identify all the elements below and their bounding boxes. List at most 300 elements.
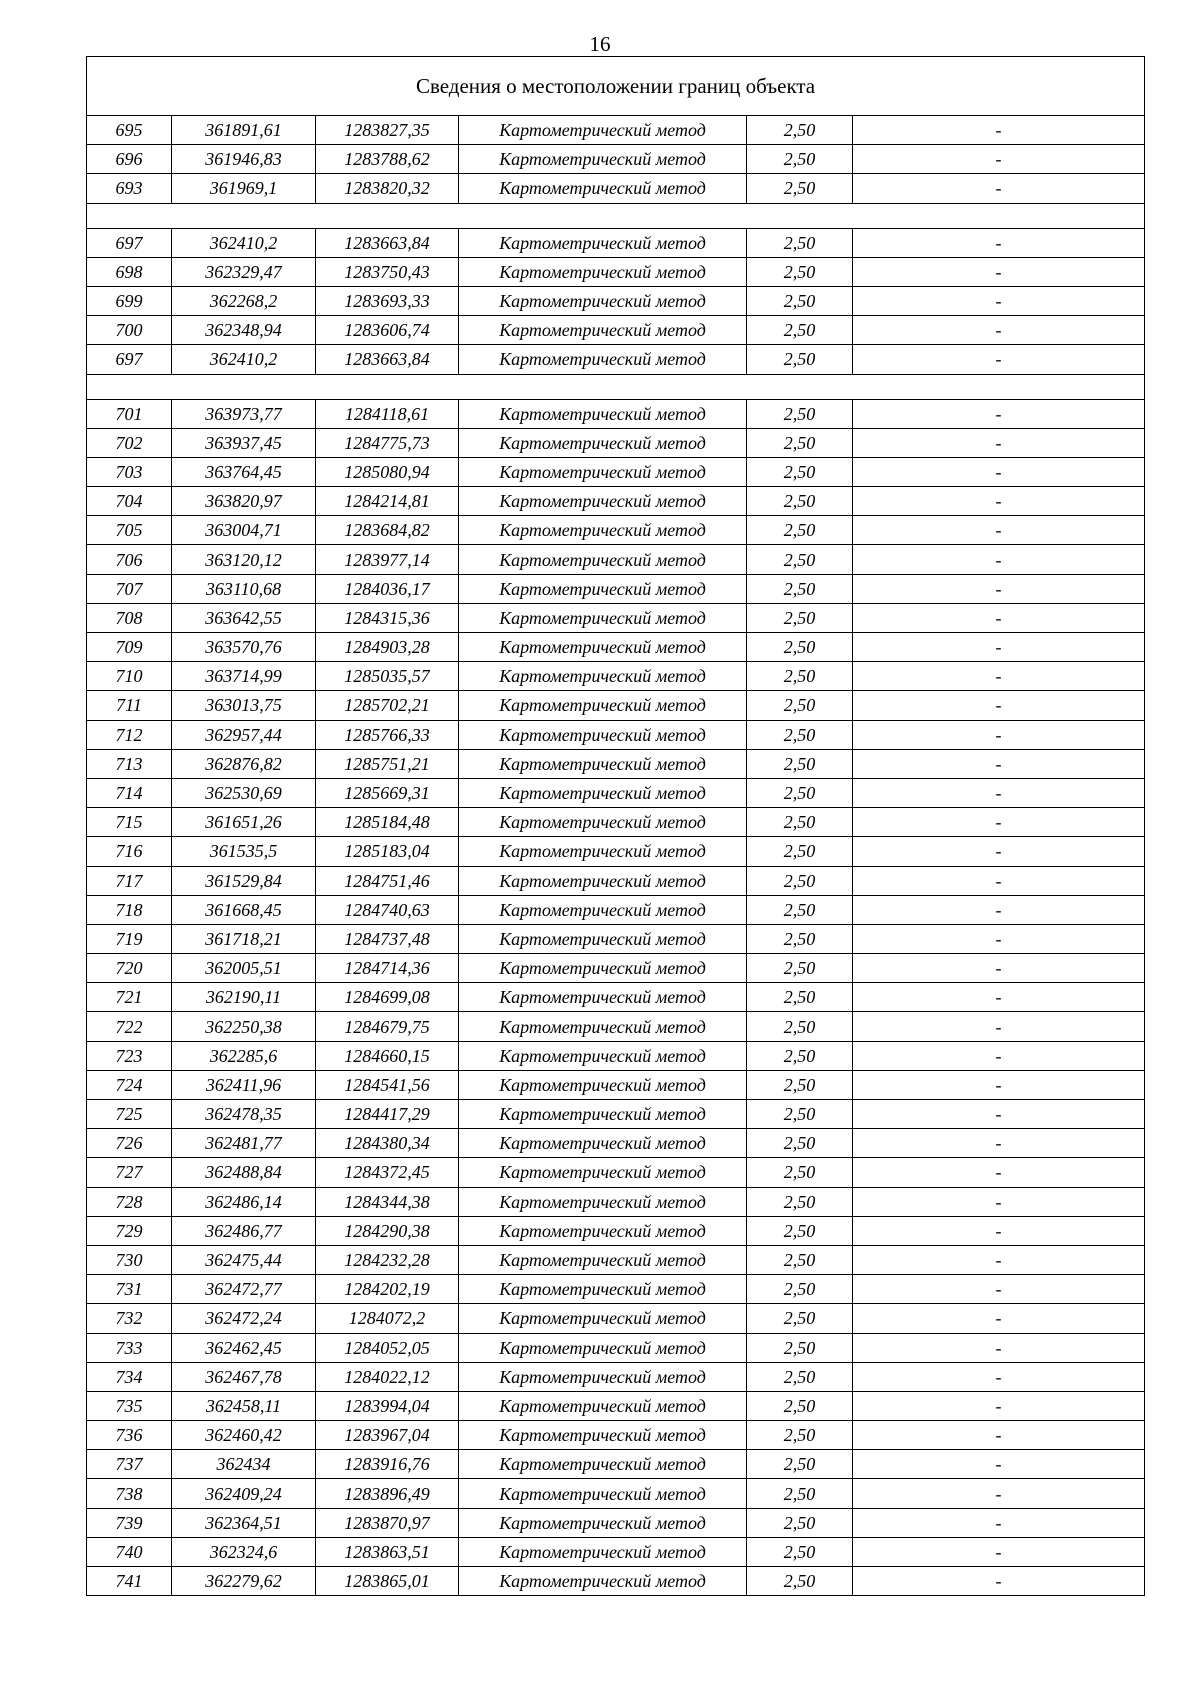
table-row bbox=[87, 1537, 1145, 1566]
description-cell: - bbox=[853, 574, 1145, 603]
x-coordinate-cell: 362279,62 bbox=[172, 1567, 316, 1596]
precision-cell: 2,50 bbox=[747, 1537, 853, 1566]
table-row bbox=[87, 1421, 1145, 1450]
point-number-cell: 703 bbox=[87, 457, 172, 486]
precision-cell: 2,50 bbox=[747, 1333, 853, 1362]
point-number-cell: 727 bbox=[87, 1158, 172, 1187]
y-coordinate-cell: 1284417,29 bbox=[316, 1100, 459, 1129]
table-row bbox=[87, 399, 1145, 428]
point-number-cell: 723 bbox=[87, 1041, 172, 1070]
precision-cell: 2,50 bbox=[747, 487, 853, 516]
x-coordinate-cell: 362250,38 bbox=[172, 1012, 316, 1041]
point-number-cell: 701 bbox=[87, 399, 172, 428]
precision-cell: 2,50 bbox=[747, 145, 853, 174]
y-coordinate-cell: 1283870,97 bbox=[316, 1508, 459, 1537]
table-row bbox=[87, 457, 1145, 486]
table-row bbox=[87, 808, 1145, 837]
precision-cell: 2,50 bbox=[747, 1129, 853, 1158]
description-cell: - bbox=[853, 1333, 1145, 1362]
point-number-cell: 736 bbox=[87, 1421, 172, 1450]
description-cell: - bbox=[853, 1187, 1145, 1216]
y-coordinate-cell: 1284541,56 bbox=[316, 1070, 459, 1099]
precision-cell: 2,50 bbox=[747, 116, 853, 145]
y-coordinate-cell: 1284118,61 bbox=[316, 399, 459, 428]
method-cell: Картометрический метод bbox=[459, 720, 747, 749]
precision-cell: 2,50 bbox=[747, 1508, 853, 1537]
y-coordinate-cell: 1284660,15 bbox=[316, 1041, 459, 1070]
method-cell: Картометрический метод bbox=[459, 516, 747, 545]
point-number-cell: 719 bbox=[87, 924, 172, 953]
description-cell: - bbox=[853, 837, 1145, 866]
table-row bbox=[87, 1391, 1145, 1420]
description-cell: - bbox=[853, 1391, 1145, 1420]
method-cell: Картометрический метод bbox=[459, 286, 747, 315]
method-cell: Картометрический метод bbox=[459, 924, 747, 953]
table-row bbox=[87, 316, 1145, 345]
description-cell: - bbox=[853, 1508, 1145, 1537]
method-cell: Картометрический метод bbox=[459, 1245, 747, 1274]
table-row bbox=[87, 633, 1145, 662]
description-cell: - bbox=[853, 174, 1145, 203]
table-row bbox=[87, 116, 1145, 145]
precision-cell: 2,50 bbox=[747, 662, 853, 691]
x-coordinate-cell: 362364,51 bbox=[172, 1508, 316, 1537]
description-cell: - bbox=[853, 545, 1145, 574]
table-row bbox=[87, 1100, 1145, 1129]
description-cell: - bbox=[853, 954, 1145, 983]
point-number-cell: 722 bbox=[87, 1012, 172, 1041]
point-number-cell: 721 bbox=[87, 983, 172, 1012]
point-number-cell: 740 bbox=[87, 1537, 172, 1566]
table-row bbox=[87, 1187, 1145, 1216]
description-cell: - bbox=[853, 1479, 1145, 1508]
method-cell: Картометрический метод bbox=[459, 1158, 747, 1187]
x-coordinate-cell: 362486,14 bbox=[172, 1187, 316, 1216]
y-coordinate-cell: 1284315,36 bbox=[316, 603, 459, 632]
method-cell: Картометрический метод bbox=[459, 954, 747, 983]
table-row bbox=[87, 895, 1145, 924]
method-cell: Картометрический метод bbox=[459, 487, 747, 516]
y-coordinate-cell: 1284022,12 bbox=[316, 1362, 459, 1391]
table-row bbox=[87, 345, 1145, 374]
table-row bbox=[87, 924, 1145, 953]
table-row bbox=[87, 1362, 1145, 1391]
method-cell: Картометрический метод bbox=[459, 457, 747, 486]
description-cell: - bbox=[853, 1245, 1145, 1274]
method-cell: Картометрический метод bbox=[459, 1479, 747, 1508]
y-coordinate-cell: 1284740,63 bbox=[316, 895, 459, 924]
x-coordinate-cell: 362434 bbox=[172, 1450, 316, 1479]
table-row bbox=[87, 837, 1145, 866]
point-number-cell: 731 bbox=[87, 1275, 172, 1304]
table-row bbox=[87, 487, 1145, 516]
x-coordinate-cell: 362957,44 bbox=[172, 720, 316, 749]
method-cell: Картометрический метод bbox=[459, 1508, 747, 1537]
precision-cell: 2,50 bbox=[747, 1362, 853, 1391]
y-coordinate-cell: 1284072,2 bbox=[316, 1304, 459, 1333]
y-coordinate-cell: 1285669,31 bbox=[316, 778, 459, 807]
method-cell: Картометрический метод bbox=[459, 1216, 747, 1245]
point-number-cell: 699 bbox=[87, 286, 172, 315]
x-coordinate-cell: 362462,45 bbox=[172, 1333, 316, 1362]
x-coordinate-cell: 362530,69 bbox=[172, 778, 316, 807]
method-cell: Картометрический метод bbox=[459, 174, 747, 203]
description-cell: - bbox=[853, 1304, 1145, 1333]
description-cell: - bbox=[853, 778, 1145, 807]
x-coordinate-cell: 363764,45 bbox=[172, 457, 316, 486]
y-coordinate-cell: 1284699,08 bbox=[316, 983, 459, 1012]
precision-cell: 2,50 bbox=[747, 545, 853, 574]
x-coordinate-cell: 363820,97 bbox=[172, 487, 316, 516]
method-cell: Картометрический метод bbox=[459, 603, 747, 632]
y-coordinate-cell: 1284751,46 bbox=[316, 866, 459, 895]
x-coordinate-cell: 363120,12 bbox=[172, 545, 316, 574]
table-title-row bbox=[87, 57, 1145, 116]
y-coordinate-cell: 1283863,51 bbox=[316, 1537, 459, 1566]
y-coordinate-cell: 1284202,19 bbox=[316, 1275, 459, 1304]
precision-cell: 2,50 bbox=[747, 316, 853, 345]
x-coordinate-cell: 361891,61 bbox=[172, 116, 316, 145]
method-cell: Картометрический метод bbox=[459, 399, 747, 428]
group-separator-cell bbox=[87, 203, 1145, 228]
precision-cell: 2,50 bbox=[747, 1070, 853, 1099]
x-coordinate-cell: 363013,75 bbox=[172, 691, 316, 720]
point-number-cell: 735 bbox=[87, 1391, 172, 1420]
table-row bbox=[87, 749, 1145, 778]
description-cell: - bbox=[853, 1216, 1145, 1245]
precision-cell: 2,50 bbox=[747, 1187, 853, 1216]
precision-cell: 2,50 bbox=[747, 1421, 853, 1450]
y-coordinate-cell: 1284344,38 bbox=[316, 1187, 459, 1216]
description-cell: - bbox=[853, 1041, 1145, 1070]
table-row bbox=[87, 1304, 1145, 1333]
description-cell: - bbox=[853, 1070, 1145, 1099]
y-coordinate-cell: 1283750,43 bbox=[316, 257, 459, 286]
precision-cell: 2,50 bbox=[747, 749, 853, 778]
method-cell: Картометрический метод bbox=[459, 1041, 747, 1070]
precision-cell: 2,50 bbox=[747, 574, 853, 603]
point-number-cell: 693 bbox=[87, 174, 172, 203]
y-coordinate-cell: 1285080,94 bbox=[316, 457, 459, 486]
y-coordinate-cell: 1285751,21 bbox=[316, 749, 459, 778]
point-number-cell: 725 bbox=[87, 1100, 172, 1129]
method-cell: Картометрический метод bbox=[459, 1333, 747, 1362]
group-separator-row bbox=[87, 374, 1145, 399]
table-row bbox=[87, 603, 1145, 632]
y-coordinate-cell: 1284679,75 bbox=[316, 1012, 459, 1041]
method-cell: Картометрический метод bbox=[459, 428, 747, 457]
x-coordinate-cell: 362458,11 bbox=[172, 1391, 316, 1420]
point-number-cell: 724 bbox=[87, 1070, 172, 1099]
precision-cell: 2,50 bbox=[747, 1450, 853, 1479]
table-row bbox=[87, 954, 1145, 983]
table-row bbox=[87, 662, 1145, 691]
table-row bbox=[87, 778, 1145, 807]
y-coordinate-cell: 1284036,17 bbox=[316, 574, 459, 603]
description-cell: - bbox=[853, 428, 1145, 457]
x-coordinate-cell: 362409,24 bbox=[172, 1479, 316, 1508]
method-cell: Картометрический метод bbox=[459, 662, 747, 691]
precision-cell: 2,50 bbox=[747, 1158, 853, 1187]
table-row bbox=[87, 286, 1145, 315]
precision-cell: 2,50 bbox=[747, 457, 853, 486]
table-row bbox=[87, 1070, 1145, 1099]
method-cell: Картометрический метод bbox=[459, 691, 747, 720]
description-cell: - bbox=[853, 603, 1145, 632]
point-number-cell: 710 bbox=[87, 662, 172, 691]
description-cell: - bbox=[853, 720, 1145, 749]
precision-cell: 2,50 bbox=[747, 1100, 853, 1129]
y-coordinate-cell: 1284232,28 bbox=[316, 1245, 459, 1274]
method-cell: Картометрический метод bbox=[459, 1421, 747, 1450]
x-coordinate-cell: 363714,99 bbox=[172, 662, 316, 691]
description-cell: - bbox=[853, 316, 1145, 345]
y-coordinate-cell: 1283606,74 bbox=[316, 316, 459, 345]
y-coordinate-cell: 1284903,28 bbox=[316, 633, 459, 662]
x-coordinate-cell: 362478,35 bbox=[172, 1100, 316, 1129]
table-row bbox=[87, 1450, 1145, 1479]
precision-cell: 2,50 bbox=[747, 895, 853, 924]
x-coordinate-cell: 362481,77 bbox=[172, 1129, 316, 1158]
method-cell: Картометрический метод bbox=[459, 1070, 747, 1099]
method-cell: Картометрический метод bbox=[459, 116, 747, 145]
x-coordinate-cell: 362285,6 bbox=[172, 1041, 316, 1070]
x-coordinate-cell: 363937,45 bbox=[172, 428, 316, 457]
precision-cell: 2,50 bbox=[747, 837, 853, 866]
method-cell: Картометрический метод bbox=[459, 866, 747, 895]
point-number-cell: 730 bbox=[87, 1245, 172, 1274]
table-row bbox=[87, 691, 1145, 720]
method-cell: Картометрический метод bbox=[459, 808, 747, 837]
description-cell: - bbox=[853, 983, 1145, 1012]
precision-cell: 2,50 bbox=[747, 1304, 853, 1333]
precision-cell: 2,50 bbox=[747, 228, 853, 257]
y-coordinate-cell: 1284737,48 bbox=[316, 924, 459, 953]
y-coordinate-cell: 1284052,05 bbox=[316, 1333, 459, 1362]
description-cell: - bbox=[853, 145, 1145, 174]
y-coordinate-cell: 1284380,34 bbox=[316, 1129, 459, 1158]
description-cell: - bbox=[853, 345, 1145, 374]
method-cell: Картометрический метод bbox=[459, 1567, 747, 1596]
description-cell: - bbox=[853, 633, 1145, 662]
method-cell: Картометрический метод bbox=[459, 1391, 747, 1420]
table-row bbox=[87, 428, 1145, 457]
point-number-cell: 709 bbox=[87, 633, 172, 662]
point-number-cell: 712 bbox=[87, 720, 172, 749]
x-coordinate-cell: 363004,71 bbox=[172, 516, 316, 545]
point-number-cell: 695 bbox=[87, 116, 172, 145]
description-cell: - bbox=[853, 749, 1145, 778]
table-row bbox=[87, 545, 1145, 574]
x-coordinate-cell: 362467,78 bbox=[172, 1362, 316, 1391]
precision-cell: 2,50 bbox=[747, 1216, 853, 1245]
table-row bbox=[87, 1158, 1145, 1187]
table-row bbox=[87, 983, 1145, 1012]
y-coordinate-cell: 1283967,04 bbox=[316, 1421, 459, 1450]
table-row bbox=[87, 174, 1145, 203]
x-coordinate-cell: 363973,77 bbox=[172, 399, 316, 428]
precision-cell: 2,50 bbox=[747, 924, 853, 953]
description-cell: - bbox=[853, 691, 1145, 720]
method-cell: Картометрический метод bbox=[459, 983, 747, 1012]
point-number-cell: 728 bbox=[87, 1187, 172, 1216]
x-coordinate-cell: 362472,77 bbox=[172, 1275, 316, 1304]
description-cell: - bbox=[853, 1537, 1145, 1566]
x-coordinate-cell: 362486,77 bbox=[172, 1216, 316, 1245]
x-coordinate-cell: 362475,44 bbox=[172, 1245, 316, 1274]
point-number-cell: 715 bbox=[87, 808, 172, 837]
point-number-cell: 700 bbox=[87, 316, 172, 345]
point-number-cell: 711 bbox=[87, 691, 172, 720]
point-number-cell: 716 bbox=[87, 837, 172, 866]
table-row bbox=[87, 1129, 1145, 1158]
precision-cell: 2,50 bbox=[747, 1275, 853, 1304]
y-coordinate-cell: 1285183,04 bbox=[316, 837, 459, 866]
precision-cell: 2,50 bbox=[747, 603, 853, 632]
point-number-cell: 718 bbox=[87, 895, 172, 924]
point-number-cell: 707 bbox=[87, 574, 172, 603]
table-row bbox=[87, 1333, 1145, 1362]
method-cell: Картометрический метод bbox=[459, 633, 747, 662]
table-row bbox=[87, 720, 1145, 749]
x-coordinate-cell: 361529,84 bbox=[172, 866, 316, 895]
precision-cell: 2,50 bbox=[747, 1041, 853, 1070]
point-number-cell: 720 bbox=[87, 954, 172, 983]
table-row bbox=[87, 1275, 1145, 1304]
method-cell: Картометрический метод bbox=[459, 574, 747, 603]
y-coordinate-cell: 1283684,82 bbox=[316, 516, 459, 545]
table-row bbox=[87, 1245, 1145, 1274]
x-coordinate-cell: 363642,55 bbox=[172, 603, 316, 632]
point-number-cell: 732 bbox=[87, 1304, 172, 1333]
y-coordinate-cell: 1285702,21 bbox=[316, 691, 459, 720]
point-number-cell: 729 bbox=[87, 1216, 172, 1245]
description-cell: - bbox=[853, 1450, 1145, 1479]
y-coordinate-cell: 1285184,48 bbox=[316, 808, 459, 837]
precision-cell: 2,50 bbox=[747, 778, 853, 807]
description-cell: - bbox=[853, 1275, 1145, 1304]
table-row bbox=[87, 1041, 1145, 1070]
table-row bbox=[87, 1508, 1145, 1537]
point-number-cell: 737 bbox=[87, 1450, 172, 1479]
point-number-cell: 706 bbox=[87, 545, 172, 574]
x-coordinate-cell: 362472,24 bbox=[172, 1304, 316, 1333]
precision-cell: 2,50 bbox=[747, 691, 853, 720]
table-row bbox=[87, 228, 1145, 257]
y-coordinate-cell: 1283916,76 bbox=[316, 1450, 459, 1479]
table-row bbox=[87, 516, 1145, 545]
description-cell: - bbox=[853, 895, 1145, 924]
x-coordinate-cell: 361668,45 bbox=[172, 895, 316, 924]
method-cell: Картометрический метод bbox=[459, 1100, 747, 1129]
method-cell: Картометрический метод bbox=[459, 316, 747, 345]
x-coordinate-cell: 362410,2 bbox=[172, 228, 316, 257]
description-cell: - bbox=[853, 924, 1145, 953]
point-number-cell: 733 bbox=[87, 1333, 172, 1362]
x-coordinate-cell: 362348,94 bbox=[172, 316, 316, 345]
point-number-cell: 713 bbox=[87, 749, 172, 778]
point-number-cell: 714 bbox=[87, 778, 172, 807]
page-number: 16 bbox=[589, 32, 611, 56]
description-cell: - bbox=[853, 1100, 1145, 1129]
precision-cell: 2,50 bbox=[747, 428, 853, 457]
description-cell: - bbox=[853, 286, 1145, 315]
point-number-cell: 705 bbox=[87, 516, 172, 545]
method-cell: Картометрический метод bbox=[459, 1537, 747, 1566]
description-cell: - bbox=[853, 1421, 1145, 1450]
description-cell: - bbox=[853, 1567, 1145, 1596]
y-coordinate-cell: 1283865,01 bbox=[316, 1567, 459, 1596]
method-cell: Картометрический метод bbox=[459, 257, 747, 286]
precision-cell: 2,50 bbox=[747, 633, 853, 662]
description-cell: - bbox=[853, 808, 1145, 837]
x-coordinate-cell: 362329,47 bbox=[172, 257, 316, 286]
y-coordinate-cell: 1283663,84 bbox=[316, 228, 459, 257]
description-cell: - bbox=[853, 487, 1145, 516]
x-coordinate-cell: 362411,96 bbox=[172, 1070, 316, 1099]
precision-cell: 2,50 bbox=[747, 174, 853, 203]
x-coordinate-cell: 362268,2 bbox=[172, 286, 316, 315]
precision-cell: 2,50 bbox=[747, 983, 853, 1012]
description-cell: - bbox=[853, 1158, 1145, 1187]
point-number-cell: 726 bbox=[87, 1129, 172, 1158]
method-cell: Картометрический метод bbox=[459, 1012, 747, 1041]
table-row bbox=[87, 574, 1145, 603]
x-coordinate-cell: 361651,26 bbox=[172, 808, 316, 837]
x-coordinate-cell: 362190,11 bbox=[172, 983, 316, 1012]
x-coordinate-cell: 361718,21 bbox=[172, 924, 316, 953]
y-coordinate-cell: 1283663,84 bbox=[316, 345, 459, 374]
precision-cell: 2,50 bbox=[747, 954, 853, 983]
x-coordinate-cell: 361535,5 bbox=[172, 837, 316, 866]
method-cell: Картометрический метод bbox=[459, 749, 747, 778]
method-cell: Картометрический метод bbox=[459, 545, 747, 574]
method-cell: Картометрический метод bbox=[459, 895, 747, 924]
method-cell: Картометрический метод bbox=[459, 1450, 747, 1479]
method-cell: Картометрический метод bbox=[459, 778, 747, 807]
description-cell: - bbox=[853, 116, 1145, 145]
x-coordinate-cell: 363110,68 bbox=[172, 574, 316, 603]
point-number-cell: 708 bbox=[87, 603, 172, 632]
x-coordinate-cell: 362488,84 bbox=[172, 1158, 316, 1187]
description-cell: - bbox=[853, 1012, 1145, 1041]
table-row bbox=[87, 866, 1145, 895]
y-coordinate-cell: 1284290,38 bbox=[316, 1216, 459, 1245]
description-cell: - bbox=[853, 866, 1145, 895]
group-separator-row bbox=[87, 203, 1145, 228]
point-number-cell: 717 bbox=[87, 866, 172, 895]
x-coordinate-cell: 362324,6 bbox=[172, 1537, 316, 1566]
point-number-cell: 738 bbox=[87, 1479, 172, 1508]
precision-cell: 2,50 bbox=[747, 257, 853, 286]
method-cell: Картометрический метод bbox=[459, 1129, 747, 1158]
description-cell: - bbox=[853, 457, 1145, 486]
boundary-coordinates-table bbox=[86, 56, 1145, 1596]
precision-cell: 2,50 bbox=[747, 866, 853, 895]
description-cell: - bbox=[853, 257, 1145, 286]
table-row bbox=[87, 1479, 1145, 1508]
table-row bbox=[87, 1216, 1145, 1245]
description-cell: - bbox=[853, 1129, 1145, 1158]
x-coordinate-cell: 362460,42 bbox=[172, 1421, 316, 1450]
point-number-cell: 697 bbox=[87, 345, 172, 374]
y-coordinate-cell: 1285035,57 bbox=[316, 662, 459, 691]
boundary-table-container bbox=[86, 56, 1144, 1596]
y-coordinate-cell: 1284214,81 bbox=[316, 487, 459, 516]
description-cell: - bbox=[853, 662, 1145, 691]
y-coordinate-cell: 1283820,32 bbox=[316, 174, 459, 203]
point-number-cell: 696 bbox=[87, 145, 172, 174]
